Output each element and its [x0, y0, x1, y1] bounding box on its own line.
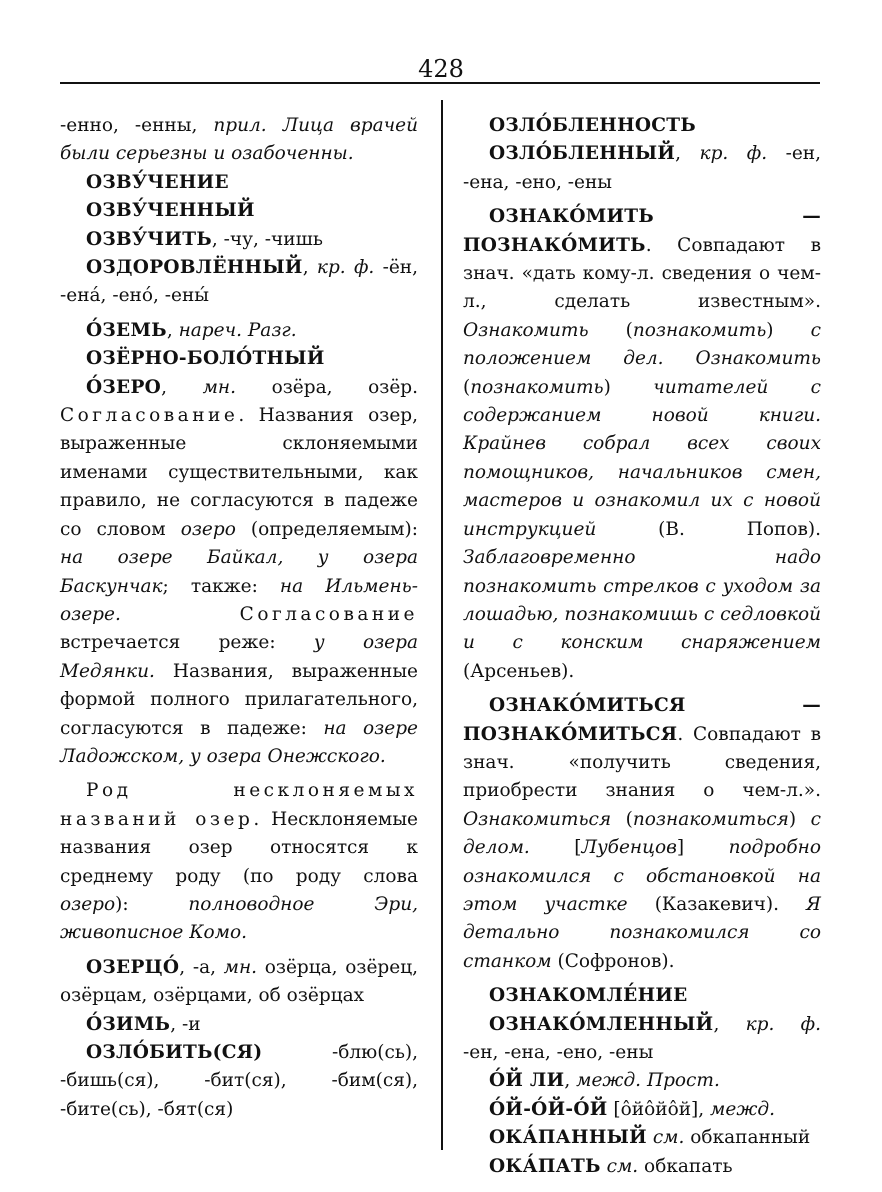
- entry-text: (Казакевич).: [627, 893, 807, 915]
- grammar-label: кр. ф.: [745, 1013, 821, 1035]
- entry-text: ]: [676, 837, 729, 859]
- spaced-heading: Согласование: [239, 603, 418, 625]
- headword: ОЗЛО́БЛЕННОСТЬ: [489, 115, 696, 136]
- spaced-heading: Род несклоняемых названий озер: [60, 780, 418, 830]
- spaced-heading: Согласование: [60, 405, 239, 427]
- example-text: Ознакомиться: [463, 808, 612, 830]
- example-text: с положением дел. Ознакомить: [463, 319, 821, 370]
- example-text: озеро: [180, 518, 236, 540]
- example-text: читателей с содержанием новой книги. Крайнев собрал всех своих помощников, начальников смен, мастеров и ознакомил их с новой инструкцией: [463, 376, 821, 540]
- dictionary-entry: [463, 1153, 821, 1181]
- entry-text: ,: [564, 1070, 577, 1092]
- dictionary-entry: [463, 982, 821, 1010]
- grammar-label: прил.: [213, 115, 267, 136]
- headword: О́Й-О́Й-О́Й: [489, 1098, 608, 1120]
- headword: ОЗВУ́ЧЕННЫЙ: [86, 200, 255, 222]
- dictionary-entry: [60, 254, 418, 311]
- dictionary-entry: [463, 1096, 821, 1124]
- dictionary-entry: [463, 203, 821, 686]
- entry-text: . Совпадают в знач. «получить сведения, приобрести знания о чем-л.».: [463, 723, 821, 802]
- entry-text: , -а,: [179, 956, 224, 978]
- entry-text: -ён, -ена́, -ено́, -ены́: [60, 257, 419, 307]
- example-text: Заблаговременно надо познакомить стрелков с уходом за лошадью, познакомишь с седловкой и с конским снаряжением: [463, 547, 821, 654]
- entry-text: . Названия озер, выраженные склоняемыми именами существительными, как правило, не согласуются в падеже со словом: [60, 405, 418, 540]
- headword: ОЗВУ́ЧЕНИЕ: [86, 171, 229, 193]
- headword: О́Й ЛИ: [489, 1070, 565, 1092]
- entry-text: обкапать: [638, 1155, 733, 1177]
- entry-text: (определяемым):: [235, 518, 418, 540]
- dictionary-entry: [60, 345, 418, 373]
- entry-text: (: [588, 319, 633, 341]
- dictionary-entry: [60, 777, 418, 947]
- example-text: с делом.: [463, 808, 821, 859]
- page-number: 428: [418, 55, 464, 83]
- headword: ОЗДОРОВЛЁННЫЙ: [86, 257, 303, 279]
- dictionary-entry: [60, 197, 418, 225]
- entry-text: -ен, -ена, -ено, -ены: [463, 1042, 654, 1063]
- grammar-label: кр. ф.: [699, 143, 768, 165]
- entry-text: ):: [115, 893, 189, 915]
- headword: ОЗЁРНО-БОЛО́ТНЫЙ: [86, 348, 325, 370]
- entry-text: [267, 115, 283, 136]
- example-text: на озере Байкал, у озера Баскунчак: [60, 547, 418, 597]
- entry-text: -ен, -ена, -ено, -ены: [463, 143, 822, 193]
- grammar-label: нареч. Разг.: [178, 319, 297, 341]
- example-text: на Ильмень-озере.: [60, 575, 418, 625]
- headword: ОКА́ПАТЬ: [489, 1155, 601, 1177]
- dictionary-entry: [60, 1011, 418, 1039]
- entry-text: ,: [161, 376, 203, 398]
- entry-text: ; также:: [162, 575, 280, 597]
- example-text: у озера Медянки.: [60, 632, 418, 682]
- dictionary-entry: [60, 317, 418, 345]
- example-text: Лица врачей были серьезны и озабоченны.: [60, 115, 418, 165]
- entry-text: [о̂йо̂йо̂й],: [607, 1098, 711, 1120]
- headword: ОЗЕРЦО́: [86, 956, 180, 978]
- entry-text: озёрца, озёрец, озёрцам, озёрцами, об озёрцах: [60, 956, 418, 1007]
- dictionary-entry: [463, 112, 821, 140]
- example-text: познакомить: [632, 319, 767, 341]
- entry-text: встречается реже:: [60, 632, 314, 654]
- entry-text: -блю(сь), -бишь(ся), -бит(ся), -бим(ся), -бите(сь), -бят(ся): [60, 1042, 418, 1120]
- entry-text: [121, 604, 240, 625]
- dictionary-entry: [60, 374, 418, 772]
- entry-text: (Софронов).: [551, 950, 675, 972]
- example-text: Лубенцов: [581, 837, 677, 859]
- headword: ОЗЛО́БИТЬ(СЯ): [86, 1042, 263, 1063]
- dictionary-entry: [463, 1067, 821, 1095]
- headword: ОЗНАКО́МИТЬСЯ — ПОЗНАКО́МИТЬСЯ: [463, 695, 821, 745]
- entry-text: -енно, -енны,: [60, 115, 214, 136]
- headword: ОЗНАКОМЛЕ́НИЕ: [489, 985, 688, 1007]
- entry-text: ): [788, 808, 811, 830]
- entry-text: обкапанный: [684, 1127, 811, 1149]
- entry-text: . Совпадают в знач. «дать кому-л. сведения о чем-л., сделать известным».: [463, 234, 821, 313]
- entry-text: (Арсеньев).: [463, 660, 575, 682]
- entry-text: (В. Попов).: [596, 518, 821, 540]
- headword: ОЗНАКО́МЛЕННЫЙ: [489, 1013, 714, 1035]
- entry-text: (: [611, 808, 633, 830]
- headword: О́ЗИМЬ: [86, 1013, 171, 1035]
- entry-text: ,: [675, 143, 700, 165]
- grammar-label: см.: [606, 1155, 639, 1177]
- headword: ОЗЛО́БЛЕННЫЙ: [489, 143, 676, 165]
- grammar-label: кр. ф.: [316, 257, 375, 279]
- example-text: познакомить: [470, 376, 604, 398]
- headword: ОКА́ПАННЫЙ: [489, 1127, 647, 1149]
- grammar-label: межд. Прост.: [576, 1070, 720, 1092]
- grammar-label: межд.: [710, 1098, 775, 1120]
- dictionary-entry: [60, 1039, 418, 1124]
- headword: ОЗВУ́ЧИТЬ: [86, 228, 212, 250]
- dictionary-entry: [463, 1124, 821, 1152]
- dictionary-entry: [463, 1011, 821, 1068]
- grammar-label: см.: [652, 1127, 685, 1149]
- example-text: подробно ознакомился с обстановкой на этом участке: [463, 837, 821, 915]
- headword: ОЗНАКО́МИТЬ — ПОЗНАКО́МИТЬ: [463, 206, 821, 256]
- example-text: познакомиться: [632, 808, 789, 830]
- header-rule: [60, 82, 820, 84]
- entry-text: ,: [713, 1013, 746, 1035]
- entry-text: Названия, выраженные формой полного прилагательного, согласуются в падеже:: [60, 660, 418, 739]
- entry-text: , -чу, -чишь: [211, 228, 323, 250]
- dictionary-entry: [463, 692, 821, 976]
- example-text: Я детально познакомился со станком: [463, 893, 821, 972]
- entry-text: , -и: [170, 1013, 201, 1035]
- example-text: полноводное Эри, живописное Комо.: [60, 893, 418, 944]
- column-divider: [441, 100, 443, 1150]
- entry-text: ): [766, 319, 811, 341]
- entry-text: [: [529, 837, 582, 859]
- headword: О́ЗЕРО: [86, 376, 162, 398]
- entry-text: озёра, озёр.: [235, 376, 419, 398]
- entry-text: ,: [166, 319, 179, 341]
- dictionary-entry: [463, 140, 821, 197]
- grammar-label: мн.: [202, 376, 236, 398]
- dictionary-entry: [60, 954, 418, 1011]
- entry-text: (: [463, 376, 471, 398]
- entry-text: ,: [302, 257, 317, 279]
- dictionary-entry: [60, 169, 418, 197]
- left-column: [60, 112, 418, 1124]
- headword: О́ЗЕМЬ: [86, 319, 167, 341]
- entry-text: ): [603, 376, 654, 398]
- dictionary-entry: [60, 112, 418, 169]
- grammar-label: мн.: [223, 956, 258, 978]
- example-text: Ознакомить: [463, 319, 589, 341]
- example-text: озеро: [60, 893, 116, 915]
- dictionary-entry: [60, 226, 418, 254]
- example-text: на озере Ладожском, у озера Онежского.: [60, 717, 418, 767]
- right-column: [463, 112, 821, 1181]
- entry-text: . Несклоняемые названия озер относятся к среднему роду (по роду слова: [60, 808, 418, 887]
